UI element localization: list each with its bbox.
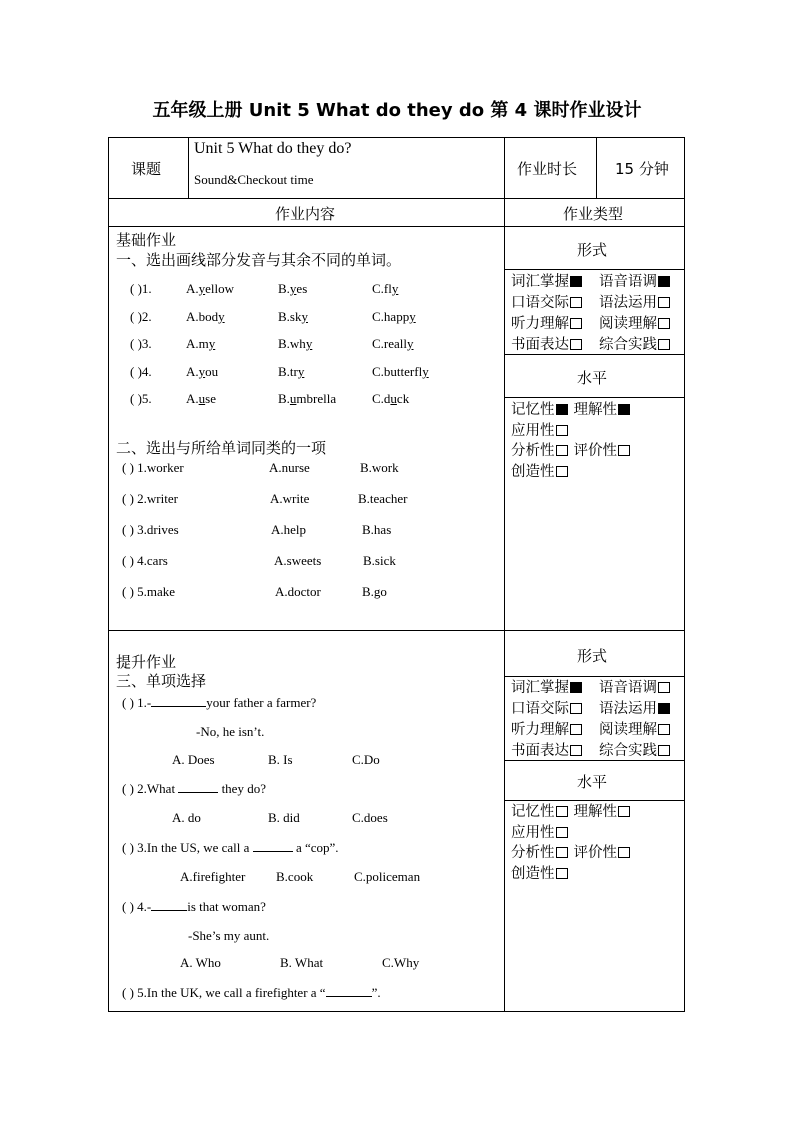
underlined-letter: y (289, 281, 297, 296)
form-checklist (511, 678, 683, 762)
checklist-item (511, 316, 582, 332)
underlined-letter: u (198, 391, 206, 406)
option-a: A.nurse (269, 460, 310, 475)
underlined-letter: y (297, 364, 305, 379)
level-label: 记忆性 (511, 402, 555, 418)
part2-question: ( ) 1.worker (122, 460, 184, 475)
checklist-label: 语音语调 (599, 680, 657, 696)
checklist-item (599, 741, 670, 762)
underlined-letter: y (198, 281, 206, 296)
question-4-answer: -She’s my aunt. (188, 928, 270, 943)
unchecked-box-icon (556, 466, 568, 477)
checklist-label: 语法运用 (599, 701, 657, 717)
checklist-item (511, 337, 582, 353)
underlined-letter: y (391, 281, 399, 296)
checklist-item (511, 722, 582, 738)
unchecked-box-icon (658, 297, 670, 308)
question-number: ( )2. (130, 309, 152, 324)
option-a: A.yellow (186, 281, 235, 296)
checklist-item (599, 314, 670, 335)
underlined-letter: u (289, 391, 297, 406)
checklist-row (511, 678, 683, 699)
level-item (574, 804, 631, 820)
answer-blank (253, 839, 293, 852)
level-label: 评价性 (573, 443, 617, 459)
row-divider (504, 800, 685, 801)
checked-box-icon (570, 682, 582, 693)
answer-blank (178, 780, 218, 793)
level-row (511, 864, 683, 885)
answer-blank (151, 898, 187, 911)
answer-blank (326, 984, 372, 997)
unchecked-box-icon (658, 724, 670, 735)
level-row (511, 421, 683, 442)
checklist-label: 语音语调 (599, 274, 657, 290)
underlined-letter: y (218, 309, 225, 324)
unchecked-box-icon (618, 445, 630, 456)
question-number: ( )4. (130, 364, 152, 379)
checklist-row (511, 314, 683, 335)
unchecked-box-icon (618, 847, 630, 858)
checklist-label: 语法运用 (599, 295, 657, 311)
checklist-item (599, 699, 670, 720)
unchecked-box-icon (556, 445, 568, 456)
checklist-row (511, 720, 683, 741)
option-a: A.write (270, 491, 310, 506)
unchecked-box-icon (556, 868, 568, 879)
unchecked-box-icon (618, 806, 630, 817)
level-item (574, 845, 631, 861)
level-item (511, 423, 568, 439)
question-number: ( )5. (130, 391, 152, 406)
checklist-label: 听力理解 (511, 722, 569, 738)
option-a: A.firefighter (180, 869, 246, 884)
checklist-row (511, 293, 683, 314)
checked-box-icon (556, 404, 568, 415)
level-item (511, 825, 568, 841)
topic-main: Unit 5 What do they do? (194, 140, 352, 157)
underlined-letter: y (409, 309, 416, 324)
underlined-letter: y (198, 364, 206, 379)
unchecked-box-icon (570, 297, 582, 308)
level-label: 理解性 (573, 804, 617, 820)
checklist-item (599, 293, 670, 314)
checklist-item (599, 720, 670, 741)
unchecked-box-icon (658, 318, 670, 329)
page-title: 五年级上册 Unit 5 What do they do 第 4 课时作业设计 (152, 100, 642, 121)
question-4: ( ) 4.- is that woman? (122, 899, 266, 914)
option-b: B. Is (268, 752, 293, 767)
underlined-letter: y (208, 336, 216, 351)
duration-value: 15 分钟 (615, 160, 669, 178)
table-border-bottom (108, 1011, 685, 1012)
level-item (511, 845, 568, 861)
checked-box-icon (658, 703, 670, 714)
question-number: ( )3. (130, 336, 152, 351)
unchecked-box-icon (658, 745, 670, 756)
checklist-row (511, 335, 683, 356)
col-divider (188, 137, 189, 199)
question-2: ( ) 2.What they do? (122, 781, 266, 796)
option-b: B. did (268, 810, 300, 825)
part2-question: ( ) 5.make (122, 584, 176, 599)
form-label: 形式 (577, 241, 608, 259)
row-divider (504, 397, 685, 398)
row-divider (504, 269, 685, 270)
checklist-label: 听力理解 (511, 316, 569, 332)
checklist-label: 阅读理解 (599, 316, 657, 332)
option-c: C.Do (352, 752, 380, 767)
option-a: A.use (186, 391, 216, 406)
row-divider (108, 630, 685, 631)
level-row (511, 843, 683, 864)
level-label: 水平 (577, 369, 608, 387)
checklist-item (599, 335, 670, 356)
table-border-left (108, 137, 109, 1012)
checked-box-icon (658, 276, 670, 287)
level-row (511, 823, 683, 844)
question-number: ( )1. (130, 281, 152, 296)
part2-question: ( ) 4.cars (122, 553, 168, 568)
topic-label: 课题 (131, 160, 162, 178)
underlined-letter: y (305, 336, 313, 351)
option-c: C.fly (372, 281, 399, 296)
answer-blank (151, 694, 206, 707)
option-b: B.umbrella (278, 391, 337, 406)
option-b: B.work (360, 460, 399, 475)
checklist-item (511, 701, 582, 717)
form-label: 形式 (577, 647, 608, 665)
unchecked-box-icon (556, 425, 568, 436)
level-item (511, 866, 568, 882)
unchecked-box-icon (570, 745, 582, 756)
unchecked-box-icon (570, 724, 582, 735)
level-item (511, 464, 568, 480)
checklist-label: 书面表达 (511, 743, 569, 759)
option-c: C.really (372, 336, 414, 351)
option-a: A.you (186, 364, 219, 379)
level-label: 创造性 (511, 865, 555, 882)
option-b: B.sky (278, 309, 308, 324)
option-b: B.why (278, 336, 313, 351)
level-row (511, 400, 683, 421)
topic-sub: Sound&Checkout time (194, 172, 314, 187)
level-row (511, 462, 683, 483)
checklist-label: 阅读理解 (599, 722, 657, 738)
level-checklist (511, 802, 683, 892)
table-border-top (108, 137, 685, 138)
option-b: B.cook (276, 869, 314, 884)
unchecked-box-icon (556, 806, 568, 817)
checklist-label: 词汇掌握 (511, 680, 569, 696)
row-divider (504, 676, 685, 677)
level-label: 评价性 (573, 845, 617, 861)
basic-heading: 基础作业 (116, 231, 177, 249)
option-a: A.help (271, 522, 307, 537)
option-a: A. Who (180, 955, 221, 970)
form-checklist (511, 272, 683, 356)
option-a: A. do (172, 810, 201, 825)
checked-box-icon (618, 404, 630, 415)
part2-question: ( ) 3.drives (122, 522, 179, 537)
level-item (511, 443, 568, 459)
question-1: ( ) 1.- your father a farmer? (122, 695, 317, 710)
level-label: 水平 (577, 773, 608, 791)
content-header: 作业内容 (275, 205, 336, 223)
level-item (574, 443, 631, 459)
level-checklist (511, 400, 683, 490)
checklist-row (511, 699, 683, 720)
unchecked-box-icon (556, 827, 568, 838)
level-label: 创造性 (511, 463, 555, 480)
option-a: A.sweets (274, 553, 322, 568)
part2-question: ( ) 2.writer (122, 491, 178, 506)
level-label: 分析性 (511, 845, 555, 861)
level-item (511, 402, 568, 418)
option-c: C.Why (382, 955, 420, 970)
unchecked-box-icon (570, 318, 582, 329)
option-c: C.does (352, 810, 388, 825)
level-item (511, 804, 568, 820)
option-b: B.yes (278, 281, 308, 296)
underlined-letter: y (407, 336, 414, 351)
option-b: B. What (280, 955, 324, 970)
level-label: 理解性 (573, 402, 617, 418)
option-c: C.happy (372, 309, 416, 324)
unchecked-box-icon (570, 703, 582, 714)
checklist-label: 词汇掌握 (511, 274, 569, 290)
option-c: C.policeman (354, 869, 421, 884)
checklist-item (511, 743, 582, 759)
unchecked-box-icon (658, 682, 670, 693)
type-header: 作业类型 (563, 205, 624, 223)
checklist-item (511, 295, 582, 311)
checked-box-icon (570, 276, 582, 287)
option-b: B.has (362, 522, 392, 537)
checklist-label: 书面表达 (511, 337, 569, 353)
question-5: ( ) 5.In the UK, we call a firefighter a “ ”. (122, 985, 381, 1000)
underlined-letter: y (301, 309, 308, 324)
level-label: 记忆性 (511, 804, 555, 820)
advanced-heading: 提升作业 (116, 653, 177, 671)
part2-title: 二、选出与所给单词同类的一项 (116, 439, 327, 457)
col-divider (596, 137, 597, 199)
level-row (511, 802, 683, 823)
part1-title: 一、选出画线部分发音与其余不同的单词。 (116, 251, 402, 269)
option-c: C.duck (372, 391, 410, 406)
checklist-row (511, 272, 683, 293)
part3-title: 三、单项选择 (116, 672, 207, 690)
question-1-answer: -No, he isn’t. (196, 724, 265, 739)
checklist-label: 综合实践 (599, 337, 657, 353)
checklist-item (599, 678, 670, 699)
option-a: A.my (186, 336, 216, 351)
option-c: C.butterfly (372, 364, 429, 379)
level-item (574, 402, 631, 418)
checklist-row (511, 741, 683, 762)
unchecked-box-icon (556, 847, 568, 858)
checklist-label: 综合实践 (599, 743, 657, 759)
unchecked-box-icon (658, 339, 670, 350)
checklist-item (599, 272, 670, 293)
option-a: A. Does (172, 752, 215, 767)
level-label: 应用性 (511, 422, 555, 439)
option-b: B.try (278, 364, 305, 379)
level-label: 应用性 (511, 824, 555, 841)
unchecked-box-icon (570, 339, 582, 350)
level-row (511, 441, 683, 462)
checklist-item (511, 274, 582, 290)
checklist-label: 口语交际 (511, 295, 569, 311)
option-a: A.body (186, 309, 225, 324)
underlined-letter: y (422, 364, 429, 379)
option-b: B.sick (363, 553, 396, 568)
checklist-label: 口语交际 (511, 701, 569, 717)
row-divider (108, 226, 685, 227)
option-b: B.teacher (358, 491, 408, 506)
underlined-letter: u (390, 391, 397, 406)
question-3: ( ) 3.In the US, we call a a “cop”. (122, 840, 339, 855)
option-a: A.doctor (275, 584, 321, 599)
duration-label: 作业时长 (517, 160, 578, 178)
row-divider (108, 198, 685, 199)
checklist-item (511, 680, 582, 696)
level-label: 分析性 (511, 443, 555, 459)
option-b: B.go (362, 584, 387, 599)
